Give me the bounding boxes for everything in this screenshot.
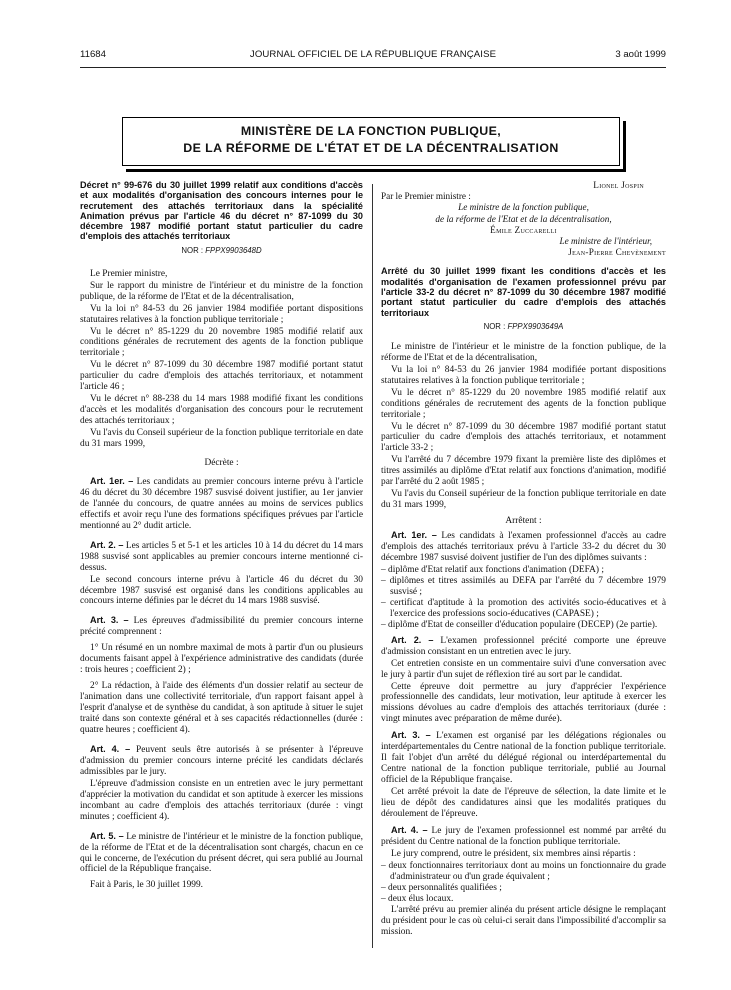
nor-label: NOR : bbox=[483, 321, 506, 331]
decret-article-2 bbox=[80, 540, 363, 574]
decret-para: L'épreuve d'admission consiste en un entretien avec le jury permettant d'apprécier la motivation du candidat et son aptitude à exercer les missions incombant au cadre d'emplois des attachés territoriaux (durée : vingt minutes ; coefficient 4). bbox=[80, 778, 363, 822]
list-item: – deux personnalités qualifiées ; bbox=[381, 882, 502, 893]
list-item: – deux élus locaux. bbox=[381, 893, 454, 904]
decret-para: 1° Un résumé en un nombre maximal de mots à partir d'un ou plusieurs documents faisant appel à l'expérience administrative des candidats (durée : trois heures ; coefficient 2) ; bbox=[80, 643, 363, 676]
article-text: L'examen est organisé par les délégations régionales ou interdépartementales du Centre national de la fonction publique territoriale. Il fait l'objet d'un arrêté du délégué régional ou interdépartemental du Centre national de la fonction publique territoriale, publié au Journal officiel de la République française. bbox=[381, 731, 666, 786]
arrete-article-2 bbox=[381, 635, 666, 658]
decret-para: Vu la loi n° 84-53 du 26 janvier 1984 modifiée portant dispositions statutaires relatives à la fonction publique territoriale ; bbox=[80, 303, 363, 325]
decret-column bbox=[80, 180, 363, 892]
article-label: Art. 3. – bbox=[391, 730, 431, 741]
arrete-para: Cette épreuve doit permettre au jury d'apprécier l'expérience professionnelle des candidats, leur motivation, leur aptitude à exercer les missions dévolues au cadre d'emplois des attachés territoriaux (durée : vingt minutes avec préparation de même durée). bbox=[381, 681, 666, 725]
diploma-list bbox=[381, 565, 666, 631]
arrete-nor bbox=[381, 322, 666, 333]
nor-label: NOR : bbox=[181, 245, 204, 255]
arrete-para: Vu l'avis du Conseil supérieur de la fonction publique territoriale en date du 31 mars 1999, bbox=[381, 489, 666, 511]
list-item: – certificat d'aptitude à la promotion des activités socio-éducatives et à l'exercice des professions socio-éducatives (CAPASE) ; bbox=[381, 597, 666, 619]
jury-list bbox=[381, 861, 666, 905]
ministry-line-2: DE LA RÉFORME DE L'ÉTAT ET DE LA DÉCENTRALISATION bbox=[183, 141, 559, 155]
article-label: Art. 5. – bbox=[90, 830, 124, 841]
decret-article-5 bbox=[80, 831, 363, 876]
decret-para: Vu le décret n° 85-1229 du 20 novembre 1985 modifié relatif aux conditions générales de recrutement des agents de la fonction publique territoriale ; bbox=[80, 326, 363, 359]
page-number: 11684 bbox=[80, 49, 106, 60]
signature-block bbox=[381, 180, 666, 258]
signature-name: Émile Zuccarelli bbox=[490, 224, 557, 235]
article-label: Art. 1er. – bbox=[391, 530, 437, 541]
arrete-article-1 bbox=[381, 530, 666, 564]
article-label: Art. 1er. – bbox=[90, 475, 134, 486]
arrete-title: Arrêté du 30 juillet 1999 fixant les conditions d'accès et les modalités d'organisation de l'examen professionnel prévu par l'article 33-2 du décret n° 87-1099 du 30 décembre 1987 modifié portant statut particulier du cadre d'emplois des attachés territoriaux bbox=[381, 266, 666, 318]
article-label: Art. 2. – bbox=[90, 539, 124, 550]
signature-par: Par le Premier ministre : bbox=[381, 191, 471, 202]
arrete-para: Le ministre de l'intérieur et le ministre de la fonction publique, de la réforme de l'Etat et de la décentralisation, bbox=[381, 341, 666, 363]
decrete-heading: Décrète : bbox=[204, 457, 239, 468]
article-text: L'examen professionnel précité comporte une épreuve d'admission consistant en un entretien avec le jury. bbox=[381, 635, 667, 657]
ministry-box bbox=[122, 117, 620, 166]
decret-fait: Fait à Paris, le 30 juillet 1999. bbox=[90, 880, 204, 891]
arrete-article-4 bbox=[381, 825, 666, 848]
decret-title: Décret n° 99-676 du 30 juillet 1999 relatif aux conditions d'accès et aux modalités d'organisation des concours internes pour le recrutement des attachés territoriaux dans la spécialité Animation prévus par l'article 46 du décret n° 87-1099 du 30 décembre 1987 modifié portant statut particulier du cadre d'emplois des attachés territoriaux bbox=[80, 180, 363, 242]
list-item: – diplôme d'Etat relatif aux fonctions d'animation (DEFA) ; bbox=[381, 564, 604, 575]
signature-name: Jean-Pierre Chevènement bbox=[568, 247, 666, 258]
arrete-article-3 bbox=[381, 730, 666, 786]
arrete-para: Le jury comprend, outre le président, six membres ainsi répartis : bbox=[391, 848, 636, 859]
nor-code: FPPX9903648D bbox=[205, 245, 262, 255]
decret-article-1 bbox=[80, 476, 363, 532]
list-item: – diplôme d'Etat de conseiller d'éducation populaire (DECEP) (2e partie). bbox=[381, 619, 658, 630]
arrete-para: Vu le décret n° 87-1099 du 30 décembre 1987 modifié portant statut particulier du cadre d'emplois des attachés territoriaux, et notamment l'article 33-2 ; bbox=[381, 421, 666, 454]
decret-para: Vu le décret n° 88-238 du 14 mars 1988 modifié fixant les conditions d'accès et les modalités d'organisation des concours pour le recrutement des attachés territoriaux ; bbox=[80, 394, 363, 427]
article-text: Les candidats à l'examen professionnel d'accès au cadre d'emplois des attachés territoriaux prévu à l'article 33-2 du décret du 30 décembre 1987 susvisé doivent justifier de l'un des diplômes suivants : bbox=[381, 531, 667, 564]
decret-para: Le second concours interne prévu à l'article 46 du décret du 30 décembre 1987 susvisé est organisé dans les conditions applicables au concours interne définies par le décret du 14 mars 1988 susvisé. bbox=[80, 574, 363, 607]
signature-minister-title: de la réforme de l'Etat et de la décentralisation, bbox=[435, 213, 612, 224]
arrete-para: Cet entretien consiste en un commentaire suivi d'une conversation avec le jury à partir d'un sujet de réflexion tiré au sort par le candidat. bbox=[381, 658, 666, 680]
column-divider bbox=[372, 184, 373, 948]
decret-nor bbox=[80, 246, 363, 257]
article-label: Art. 4. – bbox=[90, 743, 131, 754]
issue-date: 3 août 1999 bbox=[615, 49, 666, 60]
arrete-para: L'arrêté prévu au premier alinéa du présent article désigne le remplaçant du président pour le cas où celui-ci serait dans l'impossibilité d'accomplir sa mission. bbox=[381, 904, 666, 937]
article-text: Les articles 5 et 5-1 et les articles 10 à 14 du décret du 14 mars 1988 susvisé sont applicables au premier concours interne mentionné ci-dessus. bbox=[80, 540, 364, 573]
ministry-line-1: MINISTÈRE DE LA FONCTION PUBLIQUE, bbox=[240, 124, 502, 138]
signature-pm: Lionel Jospin bbox=[593, 180, 644, 190]
decret-para: Le Premier ministre, bbox=[90, 268, 168, 279]
nor-code: FPPX9903649A bbox=[507, 321, 564, 331]
decret-para: 2° La rédaction, à l'aide des éléments d'un dossier relatif au secteur de l'animation dans une collectivité territoriale, d'un rapport faisant appel à l'esprit d'analyse et de synthèse du candidat, à son aptitude à situer le sujet traité dans son contexte général et à ses capacités rédactionnelles (durée : quatre heures ; coefficient 4). bbox=[80, 681, 363, 735]
article-text: Le ministre de l'intérieur et le ministre de la fonction publique, de la réforme de l'Etat et de la décentralisation sont chargés, chacun en ce qui le concerne, de l'exécution du présent décret, qui sera publié au Journal officiel de la République française. bbox=[80, 831, 364, 875]
article-text: Le jury de l'examen professionnel est nommé par arrêté du président du Centre national de la fonction publique territoriale. bbox=[381, 825, 667, 847]
arrete-para: Vu le décret n° 85-1229 du 20 novembre 1985 modifié relatif aux conditions générales de recrutement des agents de la fonction publique territoriale ; bbox=[381, 387, 666, 420]
article-text: Les candidats au premier concours interne prévu à l'article 46 du décret du 30 décembre 1987 susvisé doivent justifier, au 1er janvier de l'année du concours, de quatre années au moins de services publics effectifs et avoir reçu l'une des formations spécifiques prévues par l'article mentionné au 2° dudit article. bbox=[80, 476, 364, 531]
decret-article-3 bbox=[80, 615, 363, 638]
article-label: Art. 2. – bbox=[391, 634, 434, 645]
article-label: Art. 3. – bbox=[90, 615, 129, 626]
signature-minister-title: Le ministre de l'intérieur, bbox=[559, 236, 652, 247]
decret-article-4 bbox=[80, 744, 363, 778]
arrete-para: Vu l'arrêté du 7 décembre 1979 fixant la première liste des diplômes et titres assimilés au diplôme d'Etat relatif aux fonctions d'animation, modifié par l'arrêté du 2 août 1985 ; bbox=[381, 455, 666, 488]
arrete-column bbox=[381, 180, 666, 938]
decret-para: Vu le décret n° 87-1099 du 30 décembre 1987 modifié portant statut particulier du cadre d'emplois des attachés territoriaux, et notamment l'article 46 ; bbox=[80, 360, 363, 393]
arrete-para: Cet arrêté prévoit la date de l'épreuve de sélection, la date limite et le lieu de dépôt des candidatures ainsi que les modalités pratiques du déroulement de l'épreuve. bbox=[381, 787, 666, 819]
header-rule bbox=[80, 67, 666, 68]
arretent-heading: Arrêtent : bbox=[505, 516, 542, 527]
journal-title: JOURNAL OFFICIEL DE LA RÉPUBLIQUE FRANÇAISE bbox=[249, 49, 497, 60]
decret-para: Vu l'avis du Conseil supérieur de la fonction publique territoriale en date du 31 mars 1999, bbox=[80, 428, 363, 450]
article-label: Art. 4. – bbox=[391, 824, 428, 835]
signature-minister-title: Le ministre de la fonction publique, bbox=[458, 202, 589, 213]
decret-para: Sur le rapport du ministre de l'intérieur et du ministre de la fonction publique, de la réforme de l'Etat et de la décentralisation, bbox=[80, 280, 363, 302]
arrete-para: Vu la loi n° 84-53 du 26 janvier 1984 modifiée portant dispositions statutaires relatives à la fonction publique territoriale ; bbox=[381, 364, 666, 386]
list-item: – deux fonctionnaires territoriaux dont au moins un fonctionnaire du grade d'administrateur ou d'un grade équivalent ; bbox=[381, 860, 666, 882]
list-item: – diplômes et titres assimilés au DEFA par l'arrêté du 7 décembre 1979 susvisé ; bbox=[381, 575, 666, 597]
article-text: Les épreuves d'admissibilité du premier concours interne précité comprennent : bbox=[80, 616, 364, 638]
article-text: Peuvent seuls être autorisés à se présenter à l'épreuve d'admission du premier concours interne précité les candidats déclarés admissibles par le jury. bbox=[80, 744, 364, 777]
page-header bbox=[80, 49, 666, 65]
